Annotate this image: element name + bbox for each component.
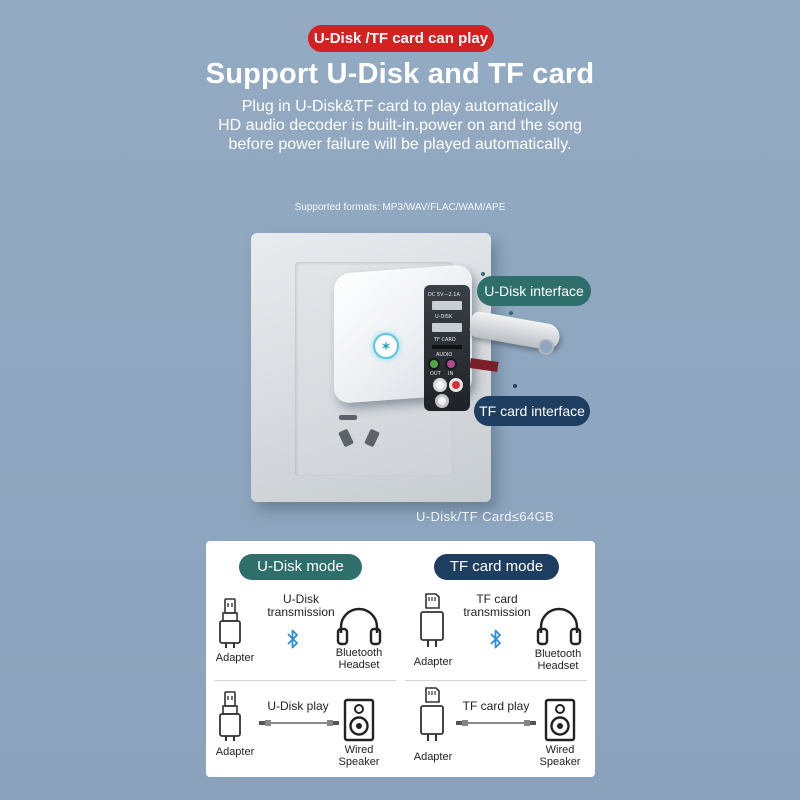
adapter-label: Adapter: [413, 751, 453, 763]
adapter-label: Adapter: [413, 656, 453, 668]
headphones-icon: [536, 606, 582, 646]
usb-power-port: [432, 301, 462, 310]
audio-out-jack: [428, 358, 440, 370]
audio-in-jack: [445, 358, 457, 370]
adapter-label: Adapter: [215, 652, 255, 664]
bluetooth-indicator-icon: ✶: [373, 333, 399, 359]
bluetooth-headset-label: Bluetooth Headset: [534, 648, 582, 672]
page-title: Support U-Disk and TF card: [205, 58, 595, 90]
speaker-icon: [343, 698, 375, 742]
aux-cable-icon: [455, 718, 537, 728]
tf-transmission-label: TF card transmission: [463, 592, 531, 619]
supported-formats: Supported formats: MP3/WAV/FLAC/WAM/APE: [294, 202, 506, 213]
udisk-transmission-label: U-Disk transmission: [267, 592, 335, 619]
headphones-icon: [336, 606, 382, 646]
card-divider: [214, 680, 396, 681]
port-label-tf: TF CARD: [434, 337, 456, 343]
adapter-with-tf-icon: [418, 592, 446, 648]
tf-mode-title: TF card mode: [434, 554, 559, 580]
adapter-with-tf-icon: [418, 686, 446, 742]
port-label-dc: DC 5V—2.1A: [428, 292, 460, 298]
port-label-udisk: U-DISK: [435, 314, 453, 320]
card-divider: [405, 680, 587, 681]
callout-dot: [513, 384, 517, 388]
port-label-out: OUT: [430, 371, 441, 377]
bluetooth-icon: [286, 629, 300, 649]
udisk-mode-title: U-Disk mode: [239, 554, 362, 580]
port-label-audio: AUDIO: [436, 352, 453, 358]
udisk-interface-callout: U-Disk interface: [477, 276, 591, 306]
udisk-play-label: U-Disk play: [267, 699, 329, 713]
speaker-icon: [544, 698, 576, 742]
top-badge: U-Disk /TF card can play: [308, 25, 494, 52]
bluetooth-icon: [489, 629, 503, 649]
description-line-2: HD audio decoder is built-in.power on and the song: [218, 117, 582, 134]
wired-speaker-label: Wired Speaker: [338, 744, 380, 768]
description-line-3: before power failure will be played automatically.: [228, 136, 572, 153]
port-label-in: IN: [448, 371, 454, 377]
tf-play-label: TF card play: [462, 699, 530, 713]
tf-card-slot: [432, 345, 462, 349]
callout-dot: [509, 311, 513, 315]
rca-white-jack: [433, 378, 447, 392]
bluetooth-headset-label: Bluetooth Headset: [335, 647, 383, 671]
rca-white-jack-2: [435, 394, 449, 408]
capacity-note: U-Disk/TF Card≤64GB: [416, 509, 555, 524]
udisk-port: [432, 323, 462, 332]
aux-cable-icon: [258, 718, 340, 728]
adapter-icon: [216, 690, 244, 742]
socket-slot: [339, 415, 357, 420]
tf-interface-callout: TF card interface: [474, 396, 590, 426]
description-line-1: Plug in U-Disk&TF card to play automatically: [241, 98, 559, 115]
rca-red-jack: [449, 378, 463, 392]
callout-dot: [481, 272, 485, 276]
usb-stick-ring: [538, 339, 554, 355]
wired-speaker-label: Wired Speaker: [539, 744, 581, 768]
adapter-label: Adapter: [215, 746, 255, 758]
adapter-icon: [216, 597, 244, 649]
